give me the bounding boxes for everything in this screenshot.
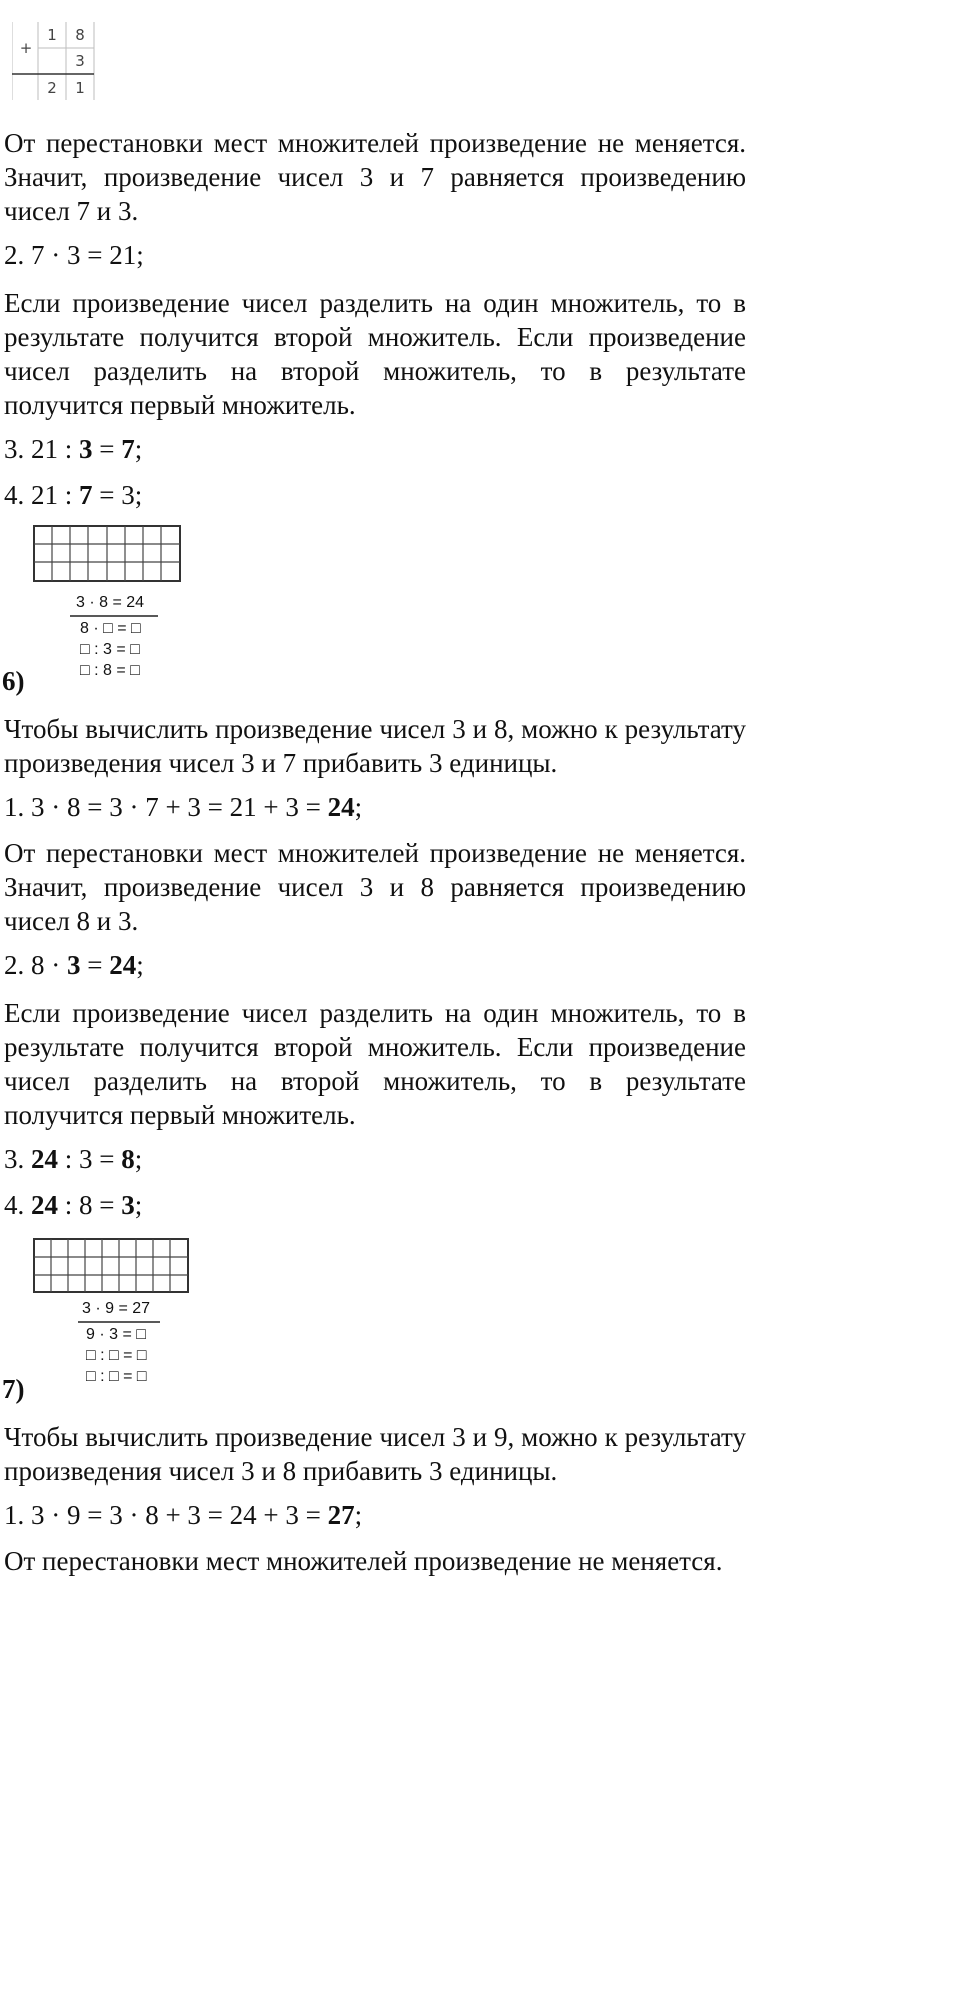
plus-sign: + bbox=[19, 39, 33, 57]
paragraph-intro-6: Чтобы вычислить произведение чисел 3 и 8, можно к результату произведения чисел 3 и 7 прибавить 3 единицы. bbox=[4, 714, 746, 778]
paragraph-commutative-6: От перестановки мест множителей произведение не меняется. Значит, произведение чисел 3 и 8 равняется произведению чисел 8 и 3. bbox=[4, 838, 746, 936]
dot-grid-3x8 bbox=[32, 524, 184, 584]
section-label-6: 6) bbox=[2, 666, 25, 696]
figure-grid-3x9 bbox=[32, 1236, 194, 1398]
equation-main: 3 · 8 = 24 bbox=[76, 594, 145, 611]
paragraph-division-rule: Если произведение чисел разделить на один множитель, то в результате получится второй множитель. Если произведение чисел разделить на второй множитель, то в результате получится первый множитель. bbox=[4, 288, 746, 420]
sum-digit2: 1 bbox=[75, 79, 85, 97]
sum-digit1: 2 bbox=[47, 79, 57, 97]
step-3-6: 3. 24 : 3 = 8; bbox=[4, 1144, 143, 1174]
paragraph-intro-7: Чтобы вычислить произведение чисел 3 и 9, можно к результату произведения чисел 3 и 8 прибавить 3 единицы. bbox=[4, 1422, 746, 1486]
figure-grid-3x8 bbox=[32, 524, 184, 690]
equation-2: 8 · □ = □ bbox=[80, 620, 141, 637]
column-addition bbox=[12, 22, 96, 100]
equation-4: □ : □ = □ bbox=[86, 1368, 147, 1385]
step-3: 3. 21 : 3 = 7; bbox=[4, 434, 143, 464]
step-1-6: 1. 3 · 8 = 3 · 7 + 3 = 21 + 3 = 24; bbox=[4, 792, 363, 822]
addend1-digit1: 1 bbox=[47, 26, 57, 44]
equation-2: 9 · 3 = □ bbox=[86, 1326, 146, 1343]
step-4-6: 4. 24 : 8 = 3; bbox=[4, 1190, 143, 1220]
equation-main: 3 · 9 = 27 bbox=[82, 1300, 151, 1317]
addend2-digit1: 3 bbox=[75, 52, 85, 70]
paragraph-commutative: От перестановки мест множителей произведение не меняется. Значит, произведение чисел 3 и 7 равняется произведению чисел 7 и 3. bbox=[4, 128, 746, 226]
step-2-6: 2. 8 · 3 = 24; bbox=[4, 950, 144, 980]
addend1-digit2: 8 bbox=[75, 26, 85, 44]
dot-grid-3x9 bbox=[32, 1236, 194, 1296]
equation-3: □ : 3 = □ bbox=[80, 641, 140, 658]
paragraph-commutative-7: От перестановки мест множителей произведение не меняется. bbox=[4, 1546, 723, 1576]
section-label-7: 7) bbox=[2, 1374, 25, 1404]
equation-3: □ : □ = □ bbox=[86, 1347, 147, 1364]
step-1-7: 1. 3 · 9 = 3 · 8 + 3 = 24 + 3 = 27; bbox=[4, 1500, 363, 1530]
step-2: 2. 7 · 3 = 21; bbox=[4, 240, 144, 270]
equation-divider bbox=[78, 1320, 162, 1324]
step-4: 4. 21 : 7 = 3; bbox=[4, 480, 143, 510]
equation-divider bbox=[70, 614, 160, 618]
equation-4: □ : 8 = □ bbox=[80, 662, 140, 679]
paragraph-division-rule-6: Если произведение чисел разделить на один множитель, то в результате получится второй множитель. Если произведение чисел разделить на второй множитель, то в результате получится первый множитель. bbox=[4, 998, 746, 1130]
